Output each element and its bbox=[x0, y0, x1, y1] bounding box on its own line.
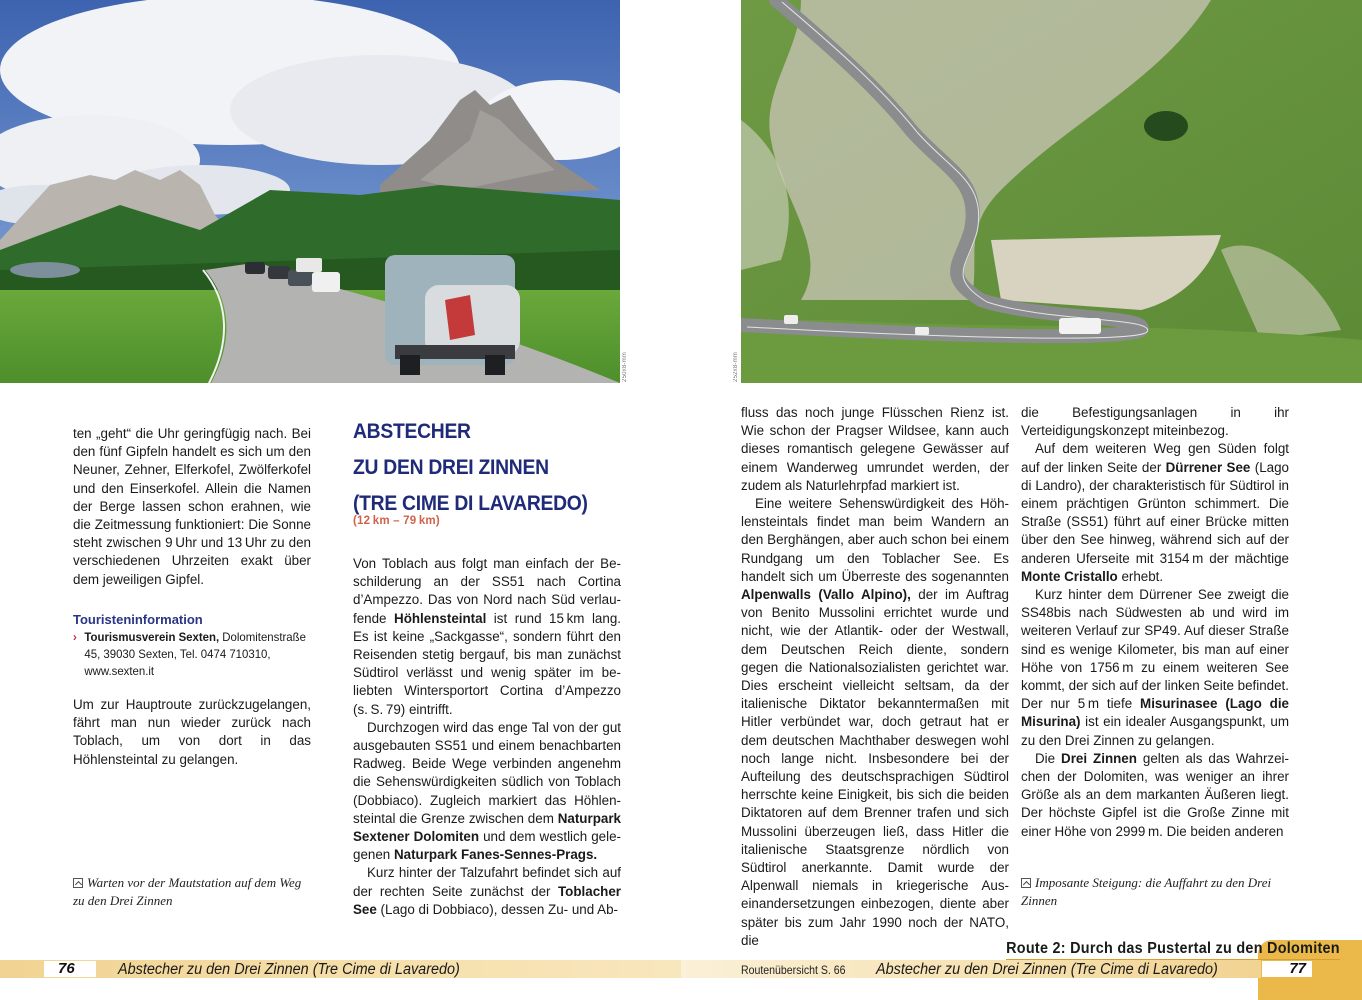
tourist-office-name: Tourismusverein Sexten, bbox=[84, 630, 220, 645]
bold-term: Naturpark Fanes-Sennes-Prags. bbox=[393, 847, 598, 863]
text-run: Eine weitere Sehenswürdigkeit des Höhlensteintals findet man beim Wandern an den Berghängen, aber auch schon bei einem Rundgang um den Toblacher See. Es handelt sich um Überreste des sogenannten bbox=[741, 496, 1009, 584]
bullet-arrow-icon: › bbox=[73, 630, 77, 645]
text-column-3 bbox=[741, 404, 1009, 950]
photo-motorhome-mountain-road bbox=[0, 0, 620, 383]
photo-credit-right: 252x8-mm bbox=[733, 352, 739, 382]
paragraph-alpenwall bbox=[741, 495, 1009, 950]
running-title-left: Abstecher zu den Drei Zinnen (Tre Cime di Lavaredo) bbox=[118, 961, 460, 978]
heading-line-3: (TRE CIME DI LAVAREDO) bbox=[353, 492, 588, 515]
bold-term: Drei Zinnen bbox=[1061, 750, 1137, 766]
caption-pointer-up-icon bbox=[1021, 878, 1031, 888]
text-run: und dem westlich gelegenen bbox=[353, 829, 621, 863]
paragraph-return-route: Um zur Hauptroute zurückzugelangen, fährt man nun wieder zurück nach Toblach, um von dort in das Höhlensteintal zu gelangen. bbox=[73, 697, 311, 767]
section-heading bbox=[353, 414, 611, 522]
paragraph-toblacher-see bbox=[353, 864, 621, 919]
heading-line-1: ABSTECHER bbox=[353, 420, 471, 443]
text-run: der im Auftrag von Benito Mussolini errichtet wurde und nicht, wie der Atlantik- oder der Westwall, dem Deutschen Reich diente, sondern gegen die Nationalsozialisten gerichtet war. Dies erscheint vielleicht seltsam, da der italienische Diktator bekanntermaßen mit Hitler verbündet war, doch getraut hat er dem deutschen Machthaber deswegen wohl noch lange nicht. Insbesondere bei der Aufteilung des deutschsprachigen Südtirol herrschte keine Einigkeit, bis sich die beiden Diktatoren auf dem Brenner trafen und sich Mussolini überzeugen ließ, dass Hitler die italienische Staatsgrenze nördlich von Südtirol anerkannte. Damit wurde der Alpenwall niemals in kriegerische Auseinandersetzungen einbezogen, diente aber später bis zum Jahr 1990 noch der NATO, die bbox=[741, 587, 1009, 948]
photo-credit-left: 250x8-mm bbox=[622, 352, 628, 382]
photo-serpentine-road bbox=[741, 0, 1362, 383]
text-run: Die bbox=[1035, 750, 1062, 766]
photo-caption-left bbox=[73, 874, 313, 910]
paragraph-misurinasee bbox=[1021, 586, 1289, 750]
route-chapter-title: Route 2: Durch das Pustertal zu den Dolomiten bbox=[1006, 939, 1340, 960]
text-run: Kurz hinter dem Dürrener See zweigt die SS48bis nach Südwesten ab und wird im weiteren Verlauf zur SP49. Auf dieser Straße sind es wenige Kilometer, bis man auf einer Höhe von 1756 m zu einem weiteren See kommt, der sich auf der linken Seite befindet. Der nur 5 m tiefe bbox=[1021, 587, 1289, 712]
paragraph-valley-route bbox=[353, 719, 621, 865]
distance-range: (12 km – 79 km) bbox=[353, 515, 440, 527]
caption-text: Warten vor der Mautstation auf dem Weg zu den Drei Zinnen bbox=[73, 875, 302, 908]
paragraph-hoehlensteintal bbox=[353, 555, 621, 719]
paragraph-duerrener-see bbox=[1021, 440, 1289, 586]
text-column-2 bbox=[353, 555, 621, 919]
heading-line-2: ZU DEN DREI ZINNEN bbox=[353, 456, 549, 479]
bold-term: Dürrener See bbox=[1165, 459, 1251, 475]
bold-term: Monte Cristallo bbox=[1021, 568, 1118, 584]
text-run: Von Toblach aus folgt man einfach der Beschilderung an der SS51 nach Cortina d’Ampezzo. Das von Nord nach Süd verlaufende bbox=[353, 556, 621, 626]
paragraph-rienz: fluss das noch junge Flüsschen Rienz ist. Wie schon der Pragser Wildsee, kann auch dieses romantisch gelegene Gewässer auf einem Wanderweg umrundet werden, der zudem als Naturlehrpfad markiert ist. bbox=[741, 405, 1009, 493]
bold-term: Misurinasee (Lago die Misurina) bbox=[1021, 696, 1289, 730]
tourist-office-address: Dolomitenstraße 45, 39030 Sexten, Tel. 0474 710310, www.sexten.it bbox=[84, 630, 306, 679]
bold-term: Alpenwalls (Vallo Alpino), bbox=[741, 587, 911, 603]
text-column-4 bbox=[1021, 404, 1289, 841]
paragraph-nato: die Befestigungsanlagen in ihr Verteidigungskonzept miteinbezog. bbox=[1021, 405, 1289, 439]
tourist-info-title: Touristeninformation bbox=[73, 611, 203, 627]
bold-term: Toblacher See bbox=[353, 883, 621, 917]
bold-term: Naturpark Sextener Dolomiten bbox=[353, 810, 621, 845]
bold-term: Höhlensteintal bbox=[394, 610, 487, 626]
photo-caption-right bbox=[1021, 874, 1281, 910]
caption-pointer-up-icon bbox=[73, 878, 83, 888]
text-run: Kurz hinter der Talzufahrt befindet sich auf der rechten Seite zunächst der bbox=[353, 865, 621, 899]
text-run: erhebt. bbox=[1117, 568, 1164, 584]
text-run: ist rund 15 km lang. Es ist keine „Sackgasse“, sondern führt den Reisenden stetig bergauf, bis man zunächst Südtirol verlässt und wenig später im beliebten Wintersportort Cortina d’Ampezzo (s. S. 79) eintrifft. bbox=[353, 610, 621, 717]
text-run: (Lago di Dobbiaco), dessen Zu- und Ab- bbox=[376, 901, 619, 917]
text-run: (Lago di Landro), der charakteristisch für Südtirol in einem prächtigen Grünton schimmert. Die Straße (SS51) führt auf einer Brücke mitten über den See hinweg, während sich auf der anderen Uferseite mit 3154 m der mächtige bbox=[1021, 459, 1289, 566]
text-column-1 bbox=[73, 425, 311, 769]
text-run: gelten als das Wahrzeichen der Dolomiten, was weniger an ihrer Größe als an dem markanten Äußeren liegt. Der höchste Gipfel ist die Große Zinne mit einer Höhe von 2999 m. Die beiden anderen bbox=[1021, 750, 1289, 839]
tourist-info-entry bbox=[73, 629, 320, 680]
text-run: ist ein idealer Ausgangspunkt, um zu den Drei Zinnen zu gelangen. bbox=[1021, 714, 1289, 748]
caption-text: Imposante Steigung: die Auffahrt zu den Drei Zinnen bbox=[1021, 875, 1272, 908]
route-overview-reference[interactable]: Routenübersicht S. 66 bbox=[741, 963, 846, 977]
text-run: Auf dem weiteren Weg gen Süden folgt auf der linken Seite der bbox=[1021, 441, 1289, 475]
running-title-right: Abstecher zu den Drei Zinnen (Tre Cime di Lavaredo) bbox=[876, 961, 1218, 978]
paragraph-drei-zinnen bbox=[1021, 750, 1289, 841]
page-number-right: 77 bbox=[1262, 961, 1312, 977]
page-number-left: 76 bbox=[44, 961, 96, 977]
paragraph-sundial-peaks: ten „geht“ die Uhr geringfügig nach. Bei den fünf Gipfeln handelt es sich um den Neuner, Zehner, Elferkofel, Zwölferkofel und den Einserkofel. Allein die Namen der Berge lassen schon erahnen, wie die Zeitmessung funktioniert: Die Sonne steht zwischen 9 Uhr und 13 Uhr zu den verschiedenen Uhrzeiten exakt über dem jeweiligen Gipfel. bbox=[73, 426, 311, 587]
tourist-info-box bbox=[73, 611, 311, 680]
text-run: Durchzogen wird das enge Tal von der gut ausgebauten SS51 und einem benachbarten Radweg. Beide Wege verbinden angenehm die Sehenswürdigkeiten südlich von Toblach (Dobbiaco). Zugleich markiert das Höhlensteintal die Grenze zwischen dem bbox=[353, 719, 621, 826]
